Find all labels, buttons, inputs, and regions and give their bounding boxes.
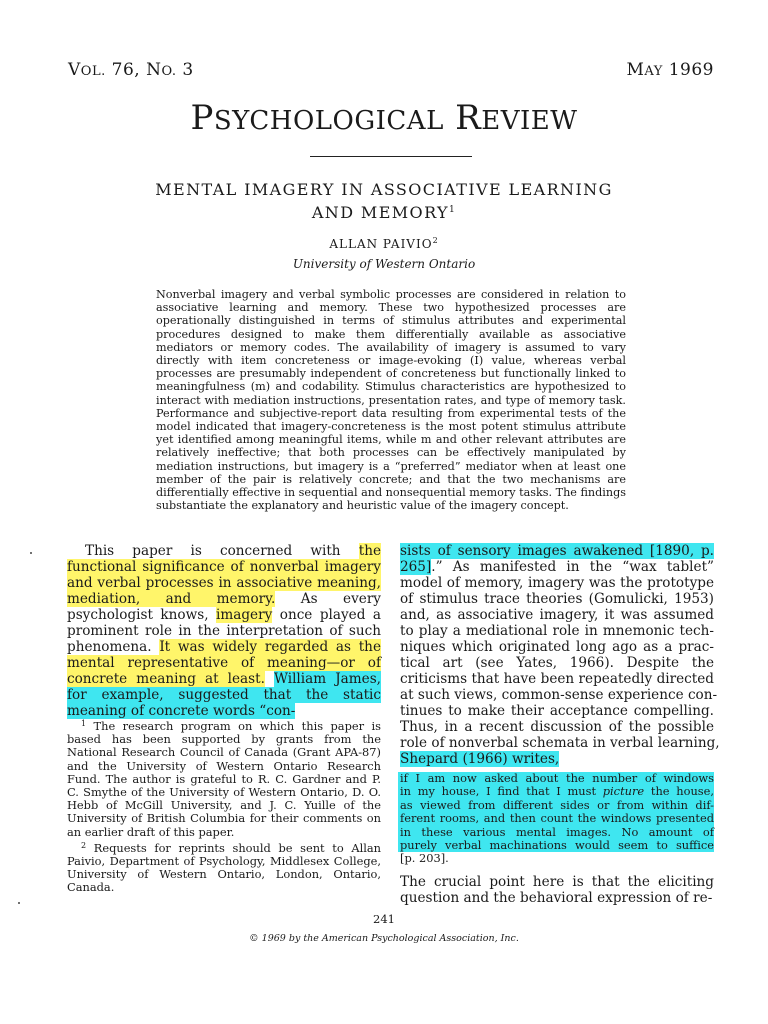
footnote-2: $^2$ Requests for reprints should be sent to Allan Paivio, Department of Psychology, Middlesex College, University of Western Ontario, London, Ontario, Canada. xyxy=(67,840,382,895)
abstract: Nonverbal imagery and verbal symbolic processes are considered in relation to associative learning and memory. These two hypothesized processes are operationally distinguished in terms of stimulus attributes and experimental procedures designed to make them differentially available as associative mediators or memory codes. The availability of imagery is assumed to vary directly with item concreteness or image-evoking (I) value, whereas verbal processes are presumably independent of concreteness but functionally linked to meaningfulness (m) and codability. Stimulus characteristics are hypothesized to interact with mediation instructions, presentation rates, and type of memory task. Performance and subjective-report data resulting from experimental tests of the model indicated that imagery-concreteness is the most potent stimulus attribute yet identified among meaningful items, while m and other relevant attributes are relatively ineffective; that both processes can be effectively manipulated by mediation instructions, but imagery is a “preferred” mediator when at least one member of the pair is relatively concrete; and that the two mechanisms are differentially effective in sequential and nonsequential memory tasks. The findings substantiate the explanatory and heuristic value of the imagery concept. xyxy=(156,288,626,513)
footnote-1: $^1$ The research program on which this paper is based has been supported by grants from the National Research Council of Canada (Grant APA-87) and the University of Western Ontario Research Fund. The author is grateful to R. C. Gardner and P. C. Smythe of the University of Western Ontario, D. O. Hebb of McGill University, and J. C. Yuille of the University of British Columbia for their comments on an earlier draft of this paper. xyxy=(67,719,381,839)
author: ALLAN PAIVIO$^2$ xyxy=(329,236,439,251)
highlight-yellow: It was widely regarded as the mental representative of meaning—or of concrete meaning at least. xyxy=(67,639,381,687)
page-number: 241 xyxy=(373,912,395,926)
highlight-cyan: William James, for example, suggested that the static meaning of concrete words “con- xyxy=(67,671,381,719)
highlight-cyan: Shepard (1966) writes, xyxy=(400,751,560,767)
highlight-cyan: 265] xyxy=(400,559,432,575)
title-footnote-mark: 1 xyxy=(449,205,457,215)
scan-mark xyxy=(30,552,32,554)
highlight-yellow: imagery xyxy=(216,607,273,623)
title-divider xyxy=(310,156,472,157)
journal-title: PSYCHOLOGICAL REVIEW xyxy=(190,98,578,138)
highlight-yellow: the functional significance of nonverbal imagery and verbal processes in associative meaning, mediation, and memory. xyxy=(67,543,381,607)
scan-mark xyxy=(18,902,20,904)
article-title: MENTAL IMAGERY IN ASSOCIATIVE LEARNING AND MEMORY$^1$ xyxy=(155,180,613,222)
affiliation: University of Western Ontario xyxy=(292,257,476,271)
body-column-left xyxy=(67,543,381,719)
body-column-right-continued: The crucial point here is that the eliciting question and the behavioral expression of re- xyxy=(400,874,714,906)
body-column-right: sists of sensory images awakened [1890, p. 265].” As manifested in the “wax tablet” model of memory, imagery was the prototype of stimulus trace theories (Gomulicki, 1953) and, as associative imagery, it was assumed to play a mediational role in mnemonic tech- niques which originated long ago as a prac- tical art (see Yates, 1966). Despite the criticisms that have been repeatedly directed at such views, common-sense experience con- tinues to make their acceptance compelling. Thus, in a recent discussion of the possible role of nonverbal schemata in verbal learning, Shepard (1966) writes, xyxy=(400,543,720,767)
copyright-notice: © 1969 by the American Psychological Association, Inc. xyxy=(249,933,519,944)
volume-number: VOL. 76, NO. 3 xyxy=(68,60,194,80)
paragraph: This paper is concerned with the functional significance of nonverbal imagery and verbal processes in associative meaning, mediation, and memory. As every psychologist knows, imagery once played a prominent role in the interpretation of such phenomena. It was widely regarded as the mental representative of meaning—or of concrete meaning at least. William James, for example, suggested that the static meaning of concrete words “con- xyxy=(67,543,381,719)
footnotes xyxy=(67,717,381,895)
issue-date: MAY 1969 xyxy=(626,60,714,80)
highlight-cyan: sists of sensory images awakened [1890, p. xyxy=(400,543,714,559)
block-quote: if I am now asked about the number of windows in my house, I find that I must picture the house, as viewed from different sides or from within dif- ferent rooms, and then count the windows presented in these various mental images. No amount of purely verbal machinations would seem to suffice [p. 203]. xyxy=(400,771,714,866)
